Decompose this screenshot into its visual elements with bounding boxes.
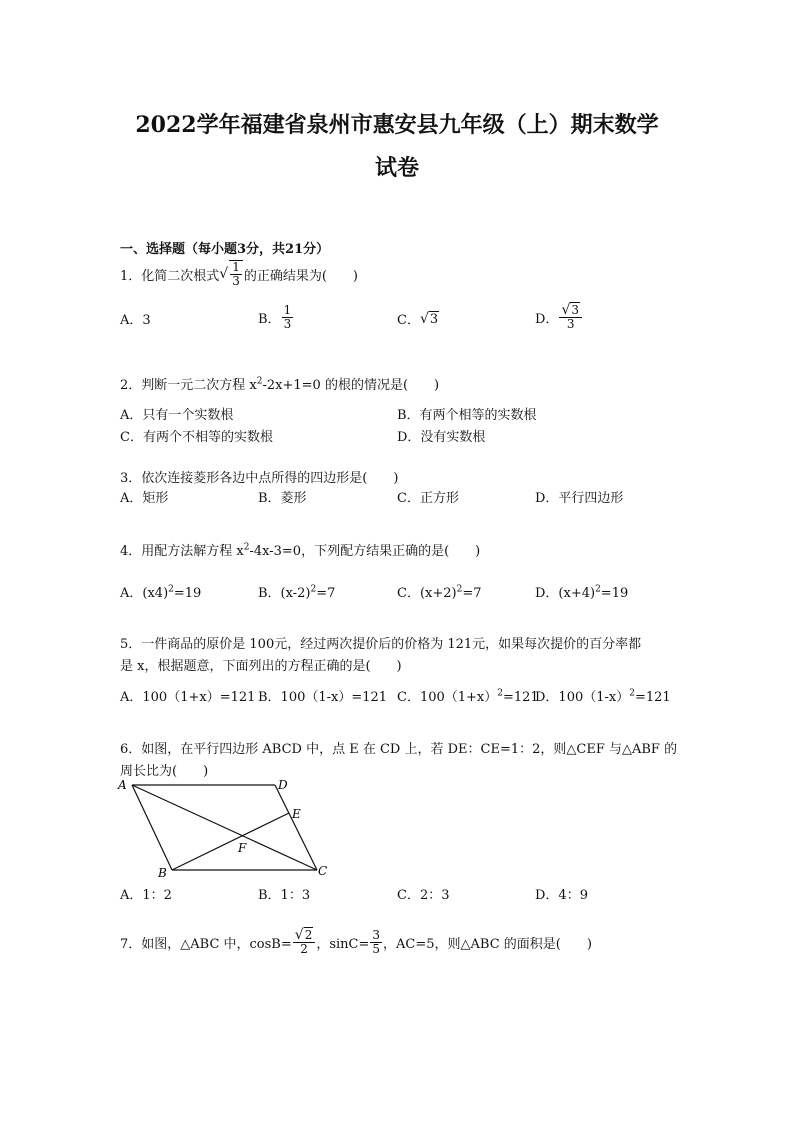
q7-sin-num: 3 xyxy=(372,927,381,942)
q1-d-prefix: D． xyxy=(535,311,559,327)
q5-d-base: D．100（1-x） xyxy=(535,690,630,705)
diagonal-ac xyxy=(132,785,317,870)
q2-option-d[interactable]: D．没有实数根 xyxy=(397,430,486,445)
q1-b-fraction xyxy=(282,304,294,331)
q2-sup: 2 xyxy=(256,376,263,387)
q1-post: 的正确结果为( ) xyxy=(243,268,358,284)
q1-pre: 1．化简二次根式 xyxy=(120,268,220,284)
q6-option-c[interactable]: C．2：3 xyxy=(397,888,450,903)
q4-option-c[interactable] xyxy=(397,582,482,601)
q1-b-den: 3 xyxy=(283,316,292,331)
q4-pre: 4．用配方法解方程 x xyxy=(120,544,244,559)
q3-option-d[interactable]: D．平行四边形 xyxy=(535,491,624,506)
question-2-stem xyxy=(120,374,439,393)
q1-frac-den: 3 xyxy=(232,274,240,288)
q3-option-c[interactable]: C．正方形 xyxy=(397,491,459,506)
q5-d-rhs: =121 xyxy=(634,690,671,705)
q5-option-c[interactable] xyxy=(397,686,539,705)
sqrt-icon: √ xyxy=(294,926,304,943)
q7-cos-den: 2 xyxy=(300,941,308,956)
q1-fraction xyxy=(229,260,243,288)
q1-d-den: 3 xyxy=(566,316,575,331)
label-f: F xyxy=(238,841,247,855)
q6-option-b[interactable]: B．1：3 xyxy=(258,888,311,903)
q4-b-sup: 2 xyxy=(310,584,317,595)
q5-option-d[interactable] xyxy=(535,686,671,705)
q5-c-rhs: =121 xyxy=(503,690,539,705)
segment-be xyxy=(172,813,289,870)
q5-c-base: C．100（1+x） xyxy=(397,690,498,705)
q5-d-sup: 2 xyxy=(629,688,635,699)
q7-pre: 7．如图，△ABC 中，cosB= xyxy=(120,936,292,952)
q7-cos-num: 2 xyxy=(304,927,313,942)
label-e: E xyxy=(292,807,301,821)
q1-d-fraction xyxy=(559,301,582,331)
q4-c-rhs: =7 xyxy=(462,586,482,601)
q4-option-d[interactable] xyxy=(535,582,628,601)
q4-a-sup: 2 xyxy=(168,584,174,595)
q4-b-rhs: =7 xyxy=(316,586,336,601)
q1-b-num: 1 xyxy=(283,302,292,317)
q4-b-base: B．(x-2) xyxy=(258,586,311,601)
sqrt-icon: √ xyxy=(219,266,229,282)
q5-option-b[interactable]: B．100（1-x）=121 xyxy=(258,690,388,705)
question-4-stem xyxy=(120,540,480,559)
q1-c-radicand: 3 xyxy=(429,311,439,327)
q1-option-d[interactable] xyxy=(535,297,583,337)
q4-c-sup: 2 xyxy=(456,584,463,595)
q6-option-a[interactable]: A．1：2 xyxy=(120,888,172,903)
q2-option-a[interactable]: A．只有一个实数根 xyxy=(120,408,234,423)
q7-sin-den: 5 xyxy=(372,941,381,956)
q7-post: ，AC=5，则△ABC 的面积是( ) xyxy=(383,936,592,952)
question-6-line2: 周长比为( ) xyxy=(120,764,209,779)
q2-option-b[interactable]: B．有两个相等的实数根 xyxy=(397,408,537,423)
question-7-stem xyxy=(120,922,592,962)
q3-option-a[interactable]: A．矩形 xyxy=(120,491,169,506)
label-c: C xyxy=(318,864,328,878)
edge-ba xyxy=(132,785,172,870)
q1-c-prefix: C． xyxy=(397,313,420,328)
q7-mid: ，sinC= xyxy=(316,936,370,952)
sqrt-icon: √ xyxy=(419,310,429,327)
label-a: A xyxy=(118,778,127,792)
q7-cos-fraction xyxy=(293,926,316,956)
q2-post: -2x+1=0 的根的情况是( ) xyxy=(262,378,440,393)
q4-option-a[interactable] xyxy=(120,582,201,601)
label-d: D xyxy=(278,778,288,792)
q5-c-sup: 2 xyxy=(497,688,503,699)
q4-d-base: D．(x+4) xyxy=(535,586,596,601)
question-6-line1: 6．如图，在平行四边形 ABCD 中，点 E 在 CD 上，若 DE：CE=1：2，则△CEF 与△ABF 的 xyxy=(120,742,678,757)
q7-cos-num-wrap xyxy=(293,926,316,943)
question-1-stem xyxy=(120,259,358,289)
q2-pre: 2．判断一元二次方程 x xyxy=(120,378,257,393)
q1-frac-num: 1 xyxy=(232,260,240,274)
q4-d-rhs: =19 xyxy=(600,586,629,601)
q4-a-rhs: =19 xyxy=(173,586,202,601)
q5-option-a[interactable]: A．100（1+x）=121 xyxy=(120,690,256,705)
q4-d-sup: 2 xyxy=(595,584,601,595)
q2-option-c[interactable]: C．有两个不相等的实数根 xyxy=(120,430,273,445)
q4-c-base: C．(x+2) xyxy=(397,586,457,601)
question-3-stem: 3．依次连接菱形各边中点所得的四边形是( ) xyxy=(120,471,399,486)
q4-a-base: A．(x4) xyxy=(120,586,169,601)
parallelogram-figure xyxy=(110,775,340,880)
q3-option-b[interactable]: B．菱形 xyxy=(258,491,307,506)
question-5-line2: 是 x，根据题意，下面列出的方程正确的是( ) xyxy=(120,659,402,674)
q4-option-b[interactable] xyxy=(258,582,335,601)
edge-dc xyxy=(275,785,317,870)
sqrt-icon: √ xyxy=(561,301,571,318)
section-heading: 一、选择题（每小题3分，共21分） xyxy=(120,242,330,257)
q1-d-num-wrap xyxy=(559,301,582,318)
q4-sup: 2 xyxy=(243,542,250,553)
q7-sin-fraction xyxy=(370,929,382,956)
q1-b-prefix: B． xyxy=(258,311,281,327)
q4-post: -4x-3=0，下列配方结果正确的是( ) xyxy=(249,544,481,559)
question-5-line1: 5．一件商品的原价是 100元，经过两次提价后的价格为 121元，如果每次提价的百分率都 xyxy=(120,637,642,652)
q6-option-d[interactable]: D．4：9 xyxy=(535,888,588,903)
q1-d-num: 3 xyxy=(571,302,579,317)
q1-option-c[interactable] xyxy=(397,309,439,328)
page-title-line2: 试卷 xyxy=(374,155,419,181)
page-title-line1: 2022学年福建省泉州市惠安县九年级（上）期末数学 xyxy=(135,112,659,138)
label-b: B xyxy=(158,866,167,880)
q1-option-b[interactable] xyxy=(258,300,294,334)
q1-option-a[interactable]: A．3 xyxy=(120,313,151,328)
